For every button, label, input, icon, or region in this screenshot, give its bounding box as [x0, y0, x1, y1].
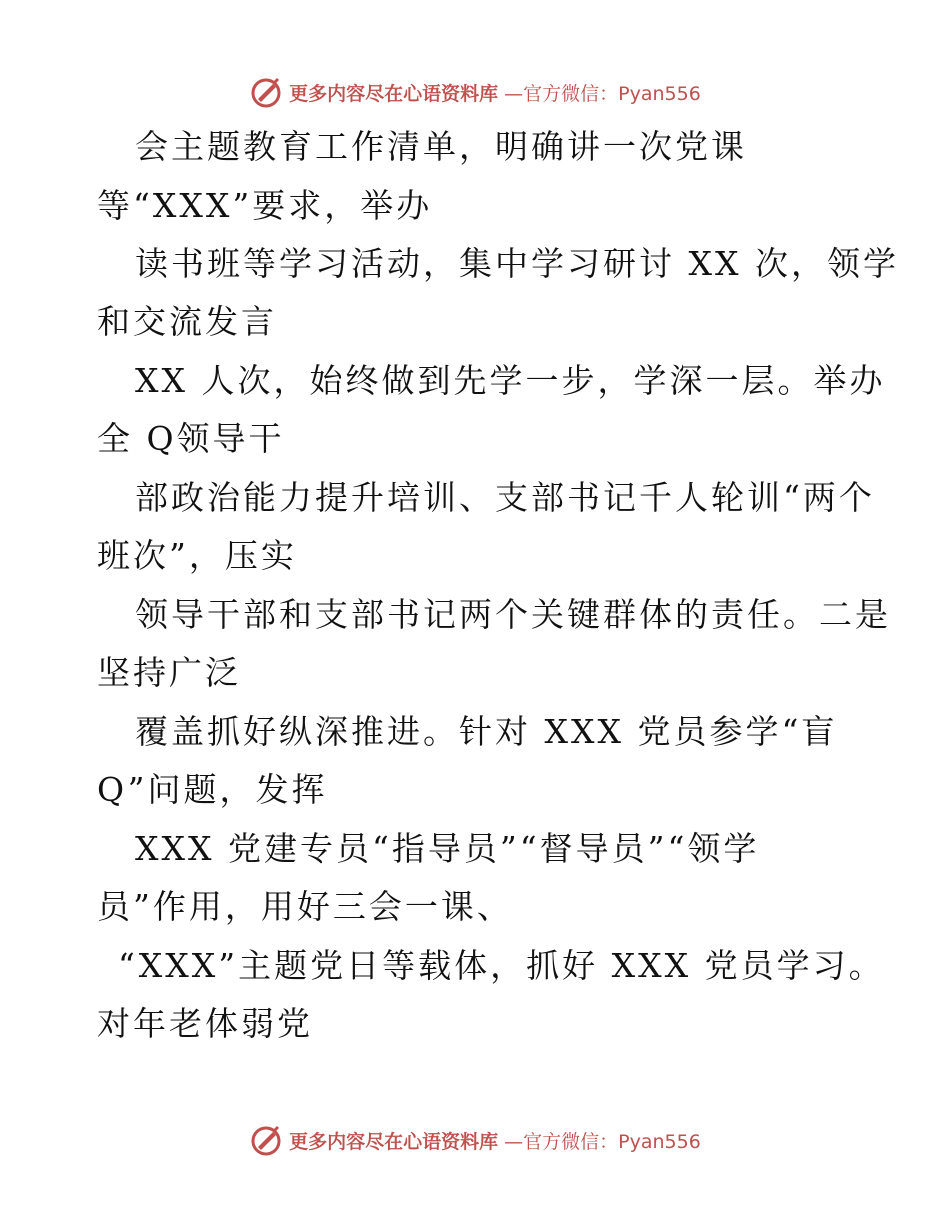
header-watermark: [0, 72, 950, 112]
pen-logo-icon: [249, 75, 283, 109]
watermark-text: 更多内容尽在心语资料库: [289, 82, 499, 105]
body-line: 等“XXX”要求，举办: [97, 186, 433, 225]
body-line: XXX 党建专员“指导员”“督导员”“领学: [135, 829, 760, 868]
watermark-sub: —官方微信：Pyan556: [504, 82, 701, 105]
watermark-sub: —官方微信：Pyan556: [504, 1130, 701, 1153]
body-line: 覆盖抓好纵深推进。针对 XXX 党员参学“盲: [135, 712, 838, 751]
body-line: 全 Q领导干: [97, 419, 285, 458]
body-line: 坚持广泛: [97, 653, 241, 692]
body-line: 班次”，压实: [97, 536, 297, 575]
body-line: 员”作用，用好三会一课、: [97, 887, 513, 926]
watermark-text: 更多内容尽在心语资料库: [289, 1130, 499, 1153]
body-line: 读书班等学习活动，集中学习研讨 XX 次，领学: [135, 244, 899, 283]
body-line: “XXX”主题党日等载体，抓好 XXX 党员学习。: [118, 946, 885, 985]
body-line: 和交流发言: [97, 302, 277, 341]
body-line: 对年老体弱党: [97, 1004, 313, 1043]
pen-logo-icon: [249, 1123, 283, 1157]
footer-watermark: [0, 1120, 950, 1160]
body-line: 会主题教育工作清单，明确讲一次党课: [135, 127, 747, 166]
body-line: 领导干部和支部书记两个关键群体的责任。二是: [135, 595, 891, 634]
body-line: XX 人次，始终做到先学一步，学深一层。举办: [135, 361, 886, 400]
body-line: 部政治能力提升培训、支部书记千人轮训“两个: [135, 478, 875, 517]
body-line: Q”问题，发挥: [97, 770, 328, 809]
